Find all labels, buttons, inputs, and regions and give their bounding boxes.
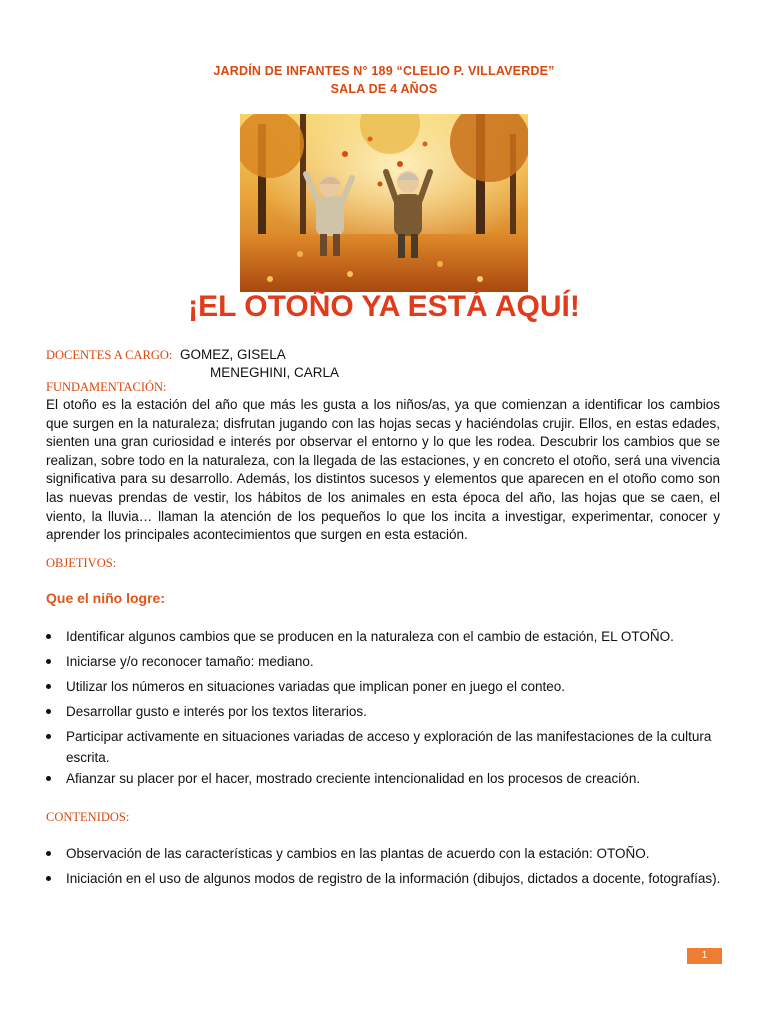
class-name: SALA DE 4 AÑOS bbox=[330, 82, 438, 96]
docente-name-1: GOMEZ, GISELA bbox=[180, 347, 286, 362]
contenidos-label: CONTENIDOS: bbox=[46, 810, 130, 824]
bullet-dot-icon bbox=[46, 851, 51, 856]
list-item: Iniciación en el uso de algunos modos de registro de la información (dibujos, dictados a docente, fotografías). bbox=[66, 868, 726, 889]
bullet-dot-icon bbox=[46, 709, 51, 714]
autumn-photo-illustration bbox=[240, 114, 528, 292]
docente-name-2: MENEGHINI, CARLA bbox=[210, 365, 340, 380]
bullet-dot-icon bbox=[46, 659, 51, 664]
list-item: Desarrollar gusto e interés por los textos literarios. bbox=[66, 701, 726, 722]
autumn-children-photo bbox=[240, 114, 528, 292]
bullet-dot-icon bbox=[46, 684, 51, 689]
list-item: Utilizar los números en situaciones variadas que implican poner en juego el conteo. bbox=[66, 676, 726, 697]
list-item: Identificar algunos cambios que se producen en la naturaleza con el cambio de estación, EL OTOÑO. bbox=[66, 626, 726, 647]
bullet-dot-icon bbox=[46, 776, 51, 781]
bullet-dot-icon bbox=[46, 734, 51, 739]
page-title: ¡EL OTOÑO YA ESTÁ AQUÍ! bbox=[188, 290, 580, 323]
fundamentacion-label: FUNDAMENTACIÓN: bbox=[46, 380, 167, 394]
bullet-dot-icon bbox=[46, 634, 51, 639]
list-item: Iniciarse y/o reconocer tamaño: mediano. bbox=[66, 651, 726, 672]
objetivos-subtitle: Que el niño logre: bbox=[46, 590, 166, 606]
school-name: JARDÍN DE INFANTES N° 189 “CLELIO P. VILLAVERDE” bbox=[213, 64, 555, 78]
fundamentacion-text: El otoño es la estación del año que más les gusta a los niños/as, ya que comienzan a identificar los cambios que surgen en la naturaleza; disfrutan jugando con las hojas secas y haciéndolas crujir. Ellos, en estas edades, sienten una gran curiosidad e interés por observar el entorno y lo que les rodea. Descubrir los cambios que se realizan, sobre todo en la naturaleza, con la llegada de las estaciones, y en concreto el otoño, será una vivencia significativa para su desarrollo. Además, los distintos sucesos y elementos que aparecen en el otoño como son las nuevas prendas de vestir, los hábitos de los animales en esta época del año, las hojas que se caen, el viento, la lluvia… llaman la atención de los pequeños lo que los incita a investigar, experimentar, conocer y aprender los principales acontecimientos que surgen en esta estación. bbox=[46, 397, 720, 543]
list-item: Afianzar su placer por el hacer, mostrado creciente intencionalidad en los procesos de creación. bbox=[66, 768, 726, 789]
objetivos-label: OBJETIVOS: bbox=[46, 556, 117, 570]
page-number-badge: 1 bbox=[687, 948, 722, 964]
bullet-dot-icon bbox=[46, 876, 51, 881]
list-item: Observación de las características y cambios en las plantas de acuerdo con la estación: OTOÑO. bbox=[66, 843, 726, 864]
list-item: Participar activamente en situaciones variadas de acceso y exploración de las manifestaciones de la cultura escrita. bbox=[66, 726, 726, 768]
docentes-label: DOCENTES A CARGO: bbox=[46, 348, 173, 362]
